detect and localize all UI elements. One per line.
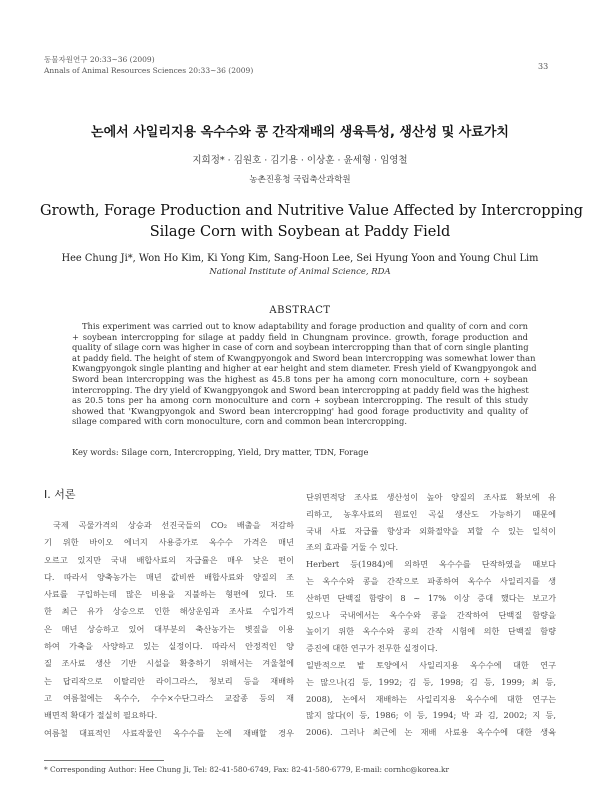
body-column-right [306, 489, 556, 741]
page-number: 33 [538, 62, 549, 71]
body-line: 는 많으나(김 등, 1992; 김 등, 1998; 김 등, 1999; 최 등, [306, 676, 556, 687]
body-line: 사료를 구입하는데 많은 비용을 지불하는 형편에 있다. 또 [44, 589, 294, 600]
body-line: 증진에 대한 연구가 전무한 실정이다. [306, 643, 438, 654]
body-line: 고 여름철에는 옥수수, 수수×수단그라스 교잡종 등의 재 [44, 692, 294, 703]
body-line: 일반적으로 밭 토양에서 사일리지용 옥수수에 대한 연구 [306, 659, 556, 670]
abstract-line: + soybean intercropping for silage at paddy field in Chungnam province. growth, forage production and [72, 331, 528, 342]
authors-english: Hee Chung Ji*, Won Ho Kim, Ki Yong Kim, Sang-Hoon Lee, Sei Hyung Yoon and Young Chul Lim [61, 253, 539, 264]
body-line: 많지 않다(이 등, 1986; 이 등, 1994; 박 과 김, 2002; 지 등, [306, 710, 556, 721]
body-line: 국내 사료 자급률 향상과 외화절약을 꾀할 수 있는 일석이 [306, 525, 556, 536]
abstract-line: silage compared with corn monoculture, corn and common bean intercropping. [72, 416, 408, 427]
body-line: 산하면 단백질 함량이 8 ~ 17% 이상 증대 했다는 보고가 [306, 592, 556, 603]
affiliation-korean: 농촌진흥청 국립축산과학원 [249, 175, 351, 185]
body-column-left [44, 517, 294, 742]
title-korean: 논에서 사일리지용 옥수수와 콩 간작재배의 생육특성, 생산성 및 사료가치 [91, 125, 509, 140]
section-heading-introduction: Ⅰ. 서론 [44, 488, 76, 501]
body-line: 다. 따라서 양축농가는 매년 값비싼 배합사료와 양질의 조 [44, 571, 294, 582]
abstract-line: This experiment was carried out to know adaptability and forage production and quality of corn and corn [82, 321, 528, 331]
body-line: 배면적 확대가 절실히 필요하다. [44, 710, 158, 721]
title-english [40, 201, 584, 243]
keywords: Key words: Silage corn, Intercropping, Yield, Dry matter, TDN, Forage [72, 447, 369, 457]
journal-header [44, 55, 253, 76]
body-line: Herbert 등(1984)에 의하면 옥수수를 단작하였을 때보다 [306, 559, 556, 570]
footnote-corresponding-author: * Corresponding Author: Hee Chung Ji, Tel: 82-41-580-6749, Fax: 82-41-580-6779, E-mail: cornhc@korea.kr [44, 765, 450, 774]
abstract-heading: ABSTRACT [269, 305, 331, 316]
abstract-line: intercropping. The dry yield of Kwangpyongok and Sword bean intercropping at paddy field was the highest [72, 384, 529, 395]
body-line: 2006). 그러나 최근에 논 재배 사료용 옥수수에 대한 생육 [306, 727, 556, 738]
journal-name-en: Annals of Animal Resources Sciences 20:33~36 (2009) [44, 65, 254, 75]
body-line: 여름철 대표적인 사료작물인 옥수수를 논에 재배할 경우 [44, 727, 294, 738]
body-line: 조의 효과를 거둘 수 있다. [306, 542, 399, 553]
abstract-line: Sword bean intercropping was the highest as 45.8 tons per ha among corn monoculture, corn + soybean [72, 373, 528, 384]
body-line: 한 최근 유가 상승으로 인한 해상운임과 조사료 수입가격 [44, 606, 294, 617]
body-line: 하여 가축을 사양하고 있는 실정이다. 따라서 안정적인 양 [44, 641, 294, 652]
abstract-line: quality of silage corn was higher in case of corn and soybean intercropping than that of corn single planting [72, 342, 529, 353]
abstract-line: as 20.5 tons per ha among corn monoculture and corn + soybean intercropping. The result of this study [72, 395, 528, 406]
body-line: 질 조사료 생산 기반 시설을 확충하기 위해서는 겨울철에 [44, 658, 294, 669]
authors-korean: 지희정* · 김원호 · 김기용 · 이상훈 · 윤세형 · 임영철 [192, 155, 408, 166]
abstract-body [72, 321, 537, 427]
body-line: 기 위한 바이오 에너지 사용증가로 옥수수 가격은 매년 [44, 537, 294, 548]
body-line: 있으나 국내에서는 옥수수와 콩을 간작하여 단백질 함량을 [306, 609, 556, 620]
title-english-line: Growth, Forage Production and Nutritive Value Affected by Intercropping [40, 203, 584, 219]
journal-name-kr: 동물자원연구 20:33~36 (2009) [44, 55, 155, 64]
body-line: 높이기 위한 옥수수와 콩의 간작 시험에 의한 단백질 함량 [306, 626, 556, 637]
title-english-line: Silage Corn with Soybean at Paddy Field [149, 224, 451, 240]
body-line: 단위면적당 조사료 생산성이 높아 양질의 조사료 확보에 유 [306, 492, 556, 502]
abstract-line: Kwangpyongok single planting and higher at ear height and stem diameter. Fresh yield of Kwangpyongok and [72, 363, 537, 374]
abstract-line: at paddy field. The height of stem of Kwangpyongok and Sword bean intercropping was somewhat lower than [72, 352, 536, 363]
body-line: 2008), 논에서 재배하는 사일리지용 옥수수에 대한 연구는 [306, 693, 556, 704]
body-line: 는 답리작으로 이탈리안 라이그라스, 청보리 등을 재배하 [44, 675, 294, 686]
affiliation-english: National Institute of Animal Science, RDA [209, 267, 391, 277]
body-line: 오르고 있지만 국내 배합사료의 자급률은 매우 낮은 편이 [44, 554, 294, 565]
footnote-rule [44, 760, 164, 761]
body-line: 는 옥수수와 콩을 간작으로 파종하여 옥수수 사일리지를 생 [306, 575, 556, 586]
body-line: 리하고, 농후사료의 원료인 곡실 생산도 가능하기 때문에 [306, 508, 556, 519]
body-line: 은 매년 상승하고 있어 대부분의 축산농가는 볏짚을 이용 [44, 623, 294, 634]
body-line: 국제 곡물가격의 상승과 선진국들의 CO₂ 배출을 저감하 [53, 520, 294, 530]
abstract-line: showed that 'Kwangpyongok and Sword bean intercropping' had good forage productivity and quality of [72, 405, 528, 416]
